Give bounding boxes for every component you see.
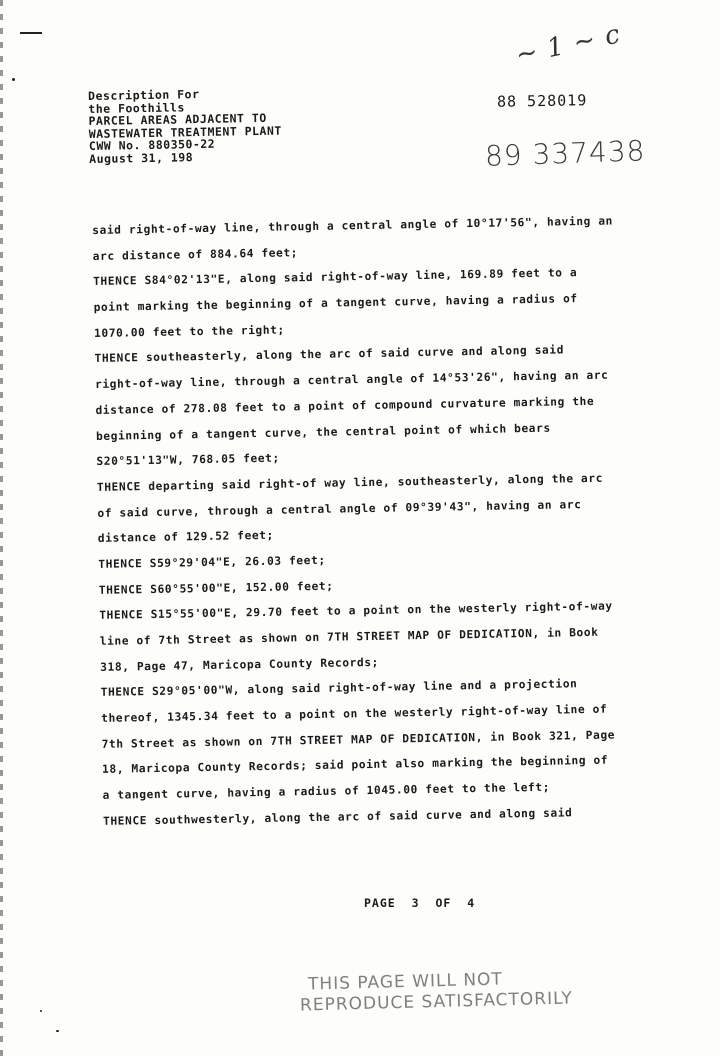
header-line: Description For	[87, 87, 200, 103]
body-line: THENCE southeasterly, along the arc of said curve and along said	[94, 343, 565, 366]
body-line: point marking the beginning of a tangent curve, having a radius of	[93, 292, 578, 315]
body-line: line of 7th Street as shown on 7TH STREET MAP OF DEDICATION, in Book	[99, 625, 599, 648]
body-line: beginning of a tangent curve, the central point of which bears	[95, 421, 551, 443]
body-line: 1070.00 feet to the right;	[93, 323, 285, 340]
body-line: right-of-way line, through a central angle of 14°53'26", having an arc	[94, 368, 609, 392]
description-header	[88, 87, 282, 165]
header-line: August 31, 198	[89, 149, 194, 166]
body-line: said right-of-way line, through a central angle of 10°17'56", having an	[92, 214, 614, 237]
handwritten-mark: ~ 1 ~ c	[513, 19, 624, 71]
body-line: 18, Maricopa County Records; said point also marking the beginning of	[101, 754, 609, 777]
recording-number: 88 528019	[496, 91, 588, 111]
recording-stamp-number: 89 337438	[484, 134, 646, 173]
body-line: of said curve, through a central angle of 09°39'43", having an arc	[97, 497, 582, 520]
body-line: 318, Page 47, Maricopa County Records;	[100, 655, 380, 674]
body-line: thereof, 1345.34 feet to a point on the westerly right-of-way line of	[101, 702, 608, 725]
body-line: 7th Street as shown on 7TH STREET MAP OF DEDICATION, in Book 321, Page	[101, 728, 616, 751]
reproduction-stamp-line2: REPRODUCE SATISFACTORILY	[299, 988, 573, 1016]
scan-speck	[56, 1030, 59, 1032]
header-line: PARCEL AREAS ADJACENT TO	[88, 110, 267, 128]
body-line: THENCE southwesterly, along the arc of said curve and along said	[102, 806, 573, 828]
body-line: S20°51'13"W, 768.05 feet;	[96, 451, 280, 469]
body-line: THENCE S84°02'13"E, along said right-of-way line, 169.89 feet to a	[93, 266, 578, 289]
header-line: CWW No. 880350-22	[88, 136, 216, 153]
body-line: THENCE departing said right-of way line, southeasterly, along the arc	[96, 471, 604, 494]
scan-mark	[20, 32, 42, 34]
page-number: PAGE 3 OF 4	[364, 896, 476, 910]
body-line: distance of 129.52 feet;	[97, 528, 275, 546]
body-line: distance of 278.08 feet to a point of compound curvature marking the	[95, 394, 595, 417]
body-line: THENCE S59°29'04"E, 26.03 feet;	[98, 553, 326, 571]
reproduction-stamp-line1: THIS PAGE WILL NOT	[307, 969, 504, 995]
header-line: WASTEWATER TREATMENT PLANT	[88, 123, 282, 141]
body-line: a tangent curve, having a radius of 1045.00 feet to the left;	[102, 780, 551, 803]
header-line: the Foothills	[88, 99, 185, 116]
body-line: THENCE S60°55'00"E, 152.00 feet;	[98, 579, 334, 597]
body-line: arc distance of 884.64 feet;	[92, 245, 299, 263]
body-line: THENCE S29°05'00"W, along said right-of-way line and a projection	[100, 677, 578, 700]
legal-description-body	[92, 207, 703, 834]
scan-speck	[12, 78, 15, 81]
scan-speck	[40, 1010, 42, 1012]
scan-edge-marks	[0, 0, 3, 1056]
body-line: THENCE S15°55'00"E, 29.70 feet to a point on the westerly right-of-way	[99, 599, 613, 623]
